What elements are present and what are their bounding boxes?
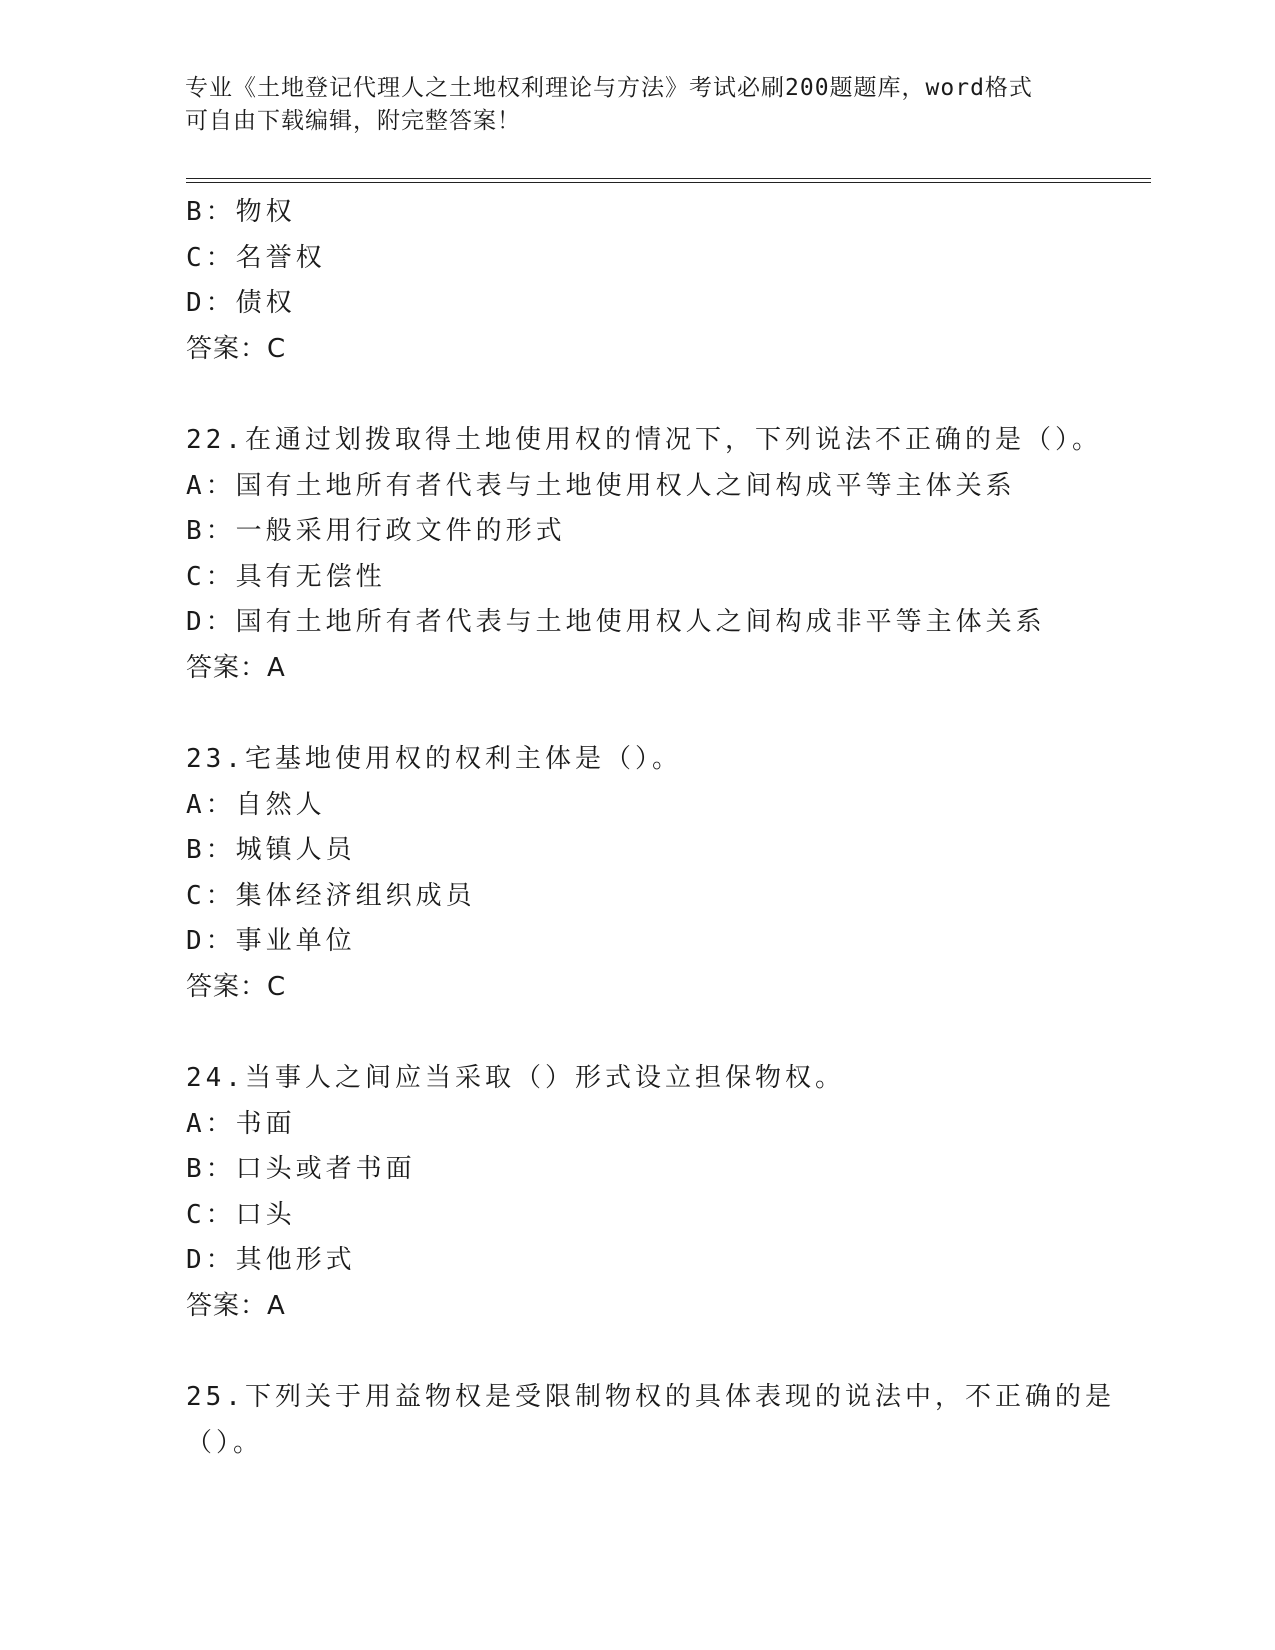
question-block-25: [186, 1375, 1115, 1466]
option-c: C：具有无偿性: [186, 561, 386, 592]
question-block-21: [186, 190, 1086, 372]
option-d: D：国有土地所有者代表与土地使用权人之间构成非平等主体关系: [186, 607, 1046, 637]
option-a: A：书面: [186, 1108, 296, 1139]
answer-label: 答案：A: [186, 1290, 286, 1321]
option-d: D：债权: [186, 288, 296, 318]
question-block-24: [186, 1056, 1086, 1329]
option-b: B：物权: [186, 197, 296, 227]
option-c: C：口头: [186, 1199, 296, 1230]
option-a: A：自然人: [186, 789, 326, 820]
answer-label: 答案：C: [186, 971, 287, 1002]
spacer: [186, 1010, 1086, 1056]
option-c: C：集体经济组织成员: [186, 880, 476, 911]
spacer: [186, 1329, 1086, 1375]
question-block-22: [186, 418, 1102, 691]
option-b: B：口头或者书面: [186, 1154, 416, 1184]
question-stem-line-1: 25.下列关于用益物权是受限制物权的具体表现的说法中，不正确的是: [186, 1382, 1115, 1412]
question-stem: 22.在通过划拨取得土地使用权的情况下，下列说法不正确的是（）。: [186, 425, 1102, 455]
question-stem: 24.当事人之间应当采取（）形式设立担保物权。: [186, 1063, 845, 1093]
header-divider-top: [186, 178, 1151, 179]
spacer: [186, 372, 1086, 418]
question-block-23: [186, 737, 1086, 1010]
option-b: B：城镇人员: [186, 835, 356, 865]
question-stem: 23.宅基地使用权的权利主体是（）。: [186, 744, 682, 774]
option-a: A：国有土地所有者代表与土地使用权人之间构成平等主体关系: [186, 470, 1016, 501]
option-c: C：名誉权: [186, 242, 326, 273]
option-b: B：一般采用行政文件的形式: [186, 516, 566, 546]
document-header: [185, 72, 1065, 138]
option-d: D：事业单位: [186, 926, 356, 956]
answer-label: 答案：C: [186, 333, 287, 364]
option-d: D：其他形式: [186, 1245, 356, 1275]
header-title-line-2: 可自由下载编辑，附完整答案！: [185, 108, 521, 134]
question-list: [186, 190, 1115, 1466]
answer-label: 答案：A: [186, 652, 286, 683]
header-title-line-1: 专业《土地登记代理人之土地权利理论与方法》考试必刷200题题库，word格式: [185, 75, 1033, 101]
header-divider-bottom: [186, 182, 1151, 183]
spacer: [186, 691, 1086, 737]
question-stem-line-2: （）。: [186, 1427, 264, 1458]
